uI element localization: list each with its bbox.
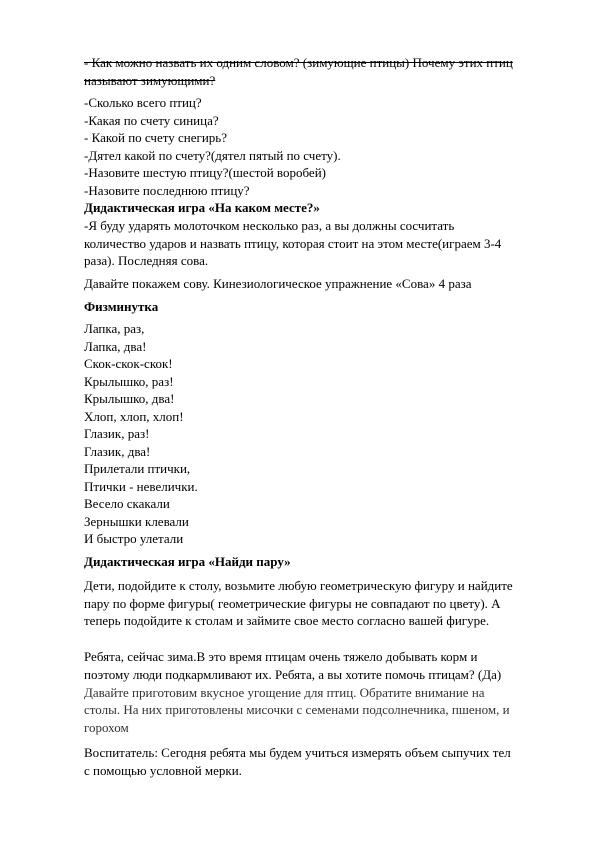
poem-line: Лапка, два! [84,339,147,354]
paragraph-line: с помощью условной мерки. [84,763,242,778]
paragraph-line: -Я буду ударять молоточком несколько раз, а вы должны сосчитать [84,218,455,233]
paragraph-line: Давайте покажем сову. Кинезиологическое упражнение «Сова» 4 раза [84,276,472,291]
poem-line: Глазик, раз! [84,426,150,441]
poem-line: Скок-скок-скок! [84,356,173,371]
question-line: -Назовите последнюю птицу? [84,183,250,198]
paragraph-line: количество ударов и назвать птицу, которая стоит на этом месте(играем 3-4 [84,236,502,251]
paragraph-line: горохом [84,720,129,735]
question-line: -Дятел какой по счету?(дятел пятый по счету). [84,148,341,163]
poem-line: Лапка, раз, [84,321,145,336]
section-heading: Физминутка [84,299,159,314]
section-heading: Дидактическая игра «Найди пару» [84,554,291,569]
paragraph-line: раза). Последняя сова. [84,253,209,268]
poem-line: И быстро улетали [84,531,184,546]
poem-line: Зернышки клевали [84,514,189,529]
paragraph-line: Воспитатель: Сегодня ребята мы будем учиться измерять объем сыпучих тел [84,745,511,760]
paragraph-line: Ребята, сейчас зима.В это время птицам очень тяжело добывать корм и [84,649,478,664]
paragraph-line: Дети, подойдите к столу, возьмите любую геометрическую фигуру и найдите [84,578,513,593]
poem-line: Глазик, два! [84,444,151,459]
poem-line: Хлоп, хлоп, хлоп! [84,409,184,424]
paragraph-line: пару по форме фигуры( геометрические фигуры не совпадают по цвету). А [84,596,501,611]
question-line: -Какая по счету синица? [84,113,219,128]
question-line: - Какой по счету снегирь? [84,130,227,145]
paragraph-line: теперь подойдите к столам и займите свое место согласно вашей фигуре. [84,613,490,628]
paragraph-line: столы. На них приготовлены мисочки с семенами подсолнечника, пшеном, и [84,702,510,717]
poem-line: Крылышко, раз! [84,374,174,389]
poem-line: Птички - невелички. [84,479,198,494]
intro-line: - Как можно назвать их одним словом? (зимующие птицы) Почему этих птиц [84,55,513,70]
section-heading: Дидактическая игра «На каком месте?» [84,200,320,215]
intro-line: называют зимующими? [84,73,216,88]
question-line: -Сколько всего птиц? [84,95,202,110]
question-line: -Назовите шестую птицу?(шестой воробей) [84,165,326,180]
poem-line: Весело скакали [84,496,170,511]
paragraph-line: Давайте приготовим вкусное угощение для птиц. Обратите внимание на [84,685,485,700]
poem-line: Прилетали птички, [84,461,191,476]
poem-line: Крылышко, два! [84,391,175,406]
paragraph-line: поэтому люди подкармливают их. Ребята, а вы хотите помочь птицам? (Да) [84,667,502,682]
